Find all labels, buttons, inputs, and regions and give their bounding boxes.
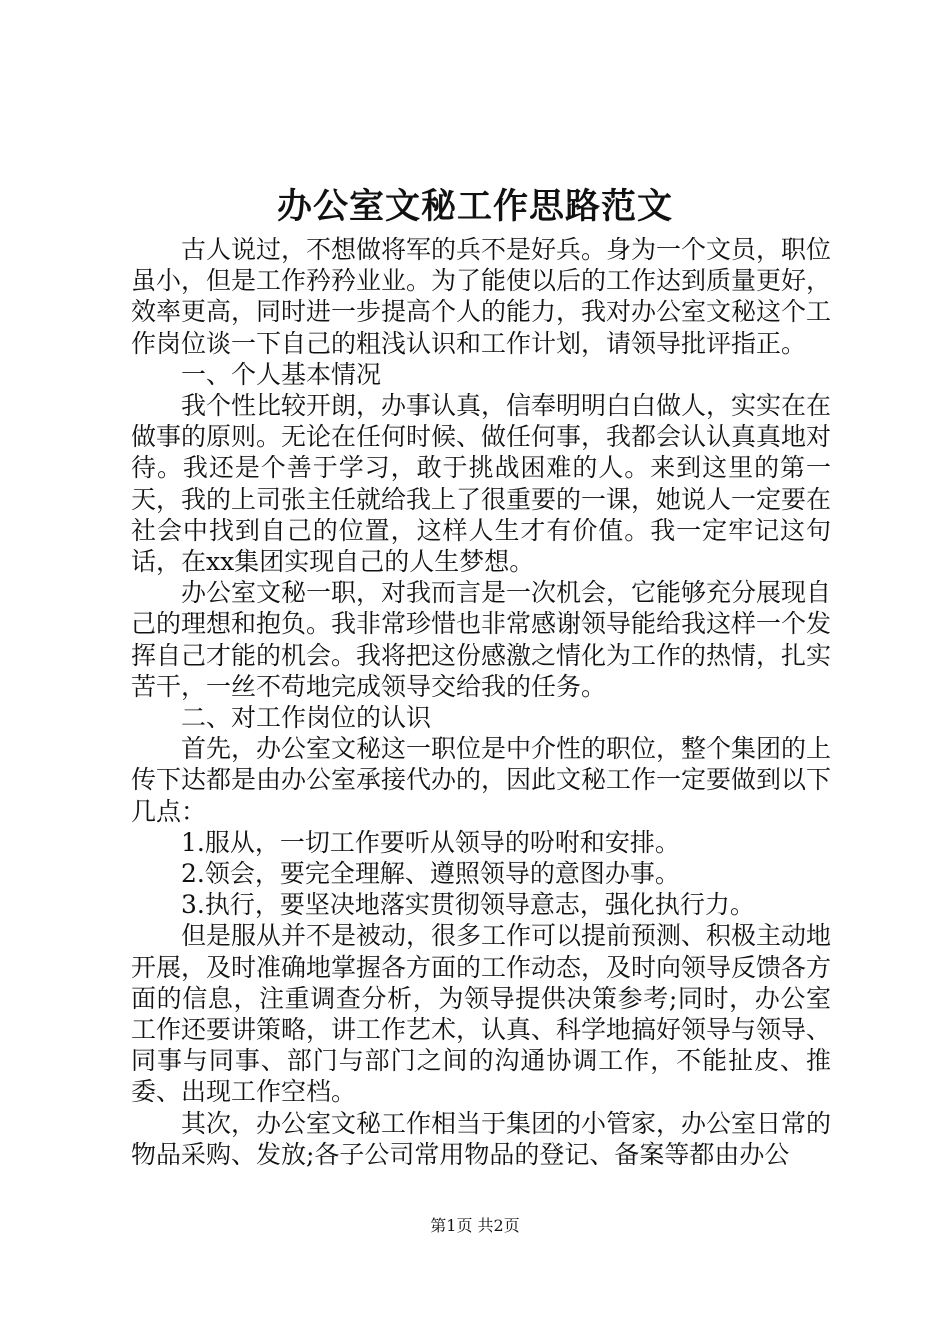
paragraph-opportunity: 办公室文秘一职，对我而言是一次机会，它能够充分展现自己的理想和抱负。我非常珍惜也非常感谢领导能给我这样一个发挥自己才能的机会。我将把这份感激之情化为工作的热情，扎实苦干，一丝不苟地完成领导交给我的任务。 (131, 578, 832, 701)
paragraph-personal: 我个性比较开朗，办事认真，信奉明明白白做人，实实在在做事的原则。无论在任何时候、做任何事，我都会认认真真地对待。我还是个善于学习，敢于挑战困难的人。来到这里的第一天，我的上司张主任就给我上了很重要的一课，她说人一定要在社会中找到自己的位置，这样人生才有价值。我一定牢记这句话，在xx集团实现自己的人生梦想。 (131, 391, 832, 577)
page-number-footer: 第1页 共2页 (430, 1216, 520, 1235)
document-body (131, 234, 831, 1170)
document-title: 办公室文秘工作思路范文 (276, 186, 673, 227)
list-item-obey: 1.服从，一切工作要听从领导的吩咐和安排。 (181, 827, 680, 857)
list-item-understand: 2.领会，要完全理解、遵照领导的意图办事。 (181, 859, 680, 889)
section-heading-role: 二、对工作岗位的认识 (181, 703, 432, 733)
list-item-execute: 3.执行，要坚决地落实贯彻领导意志，强化执行力。 (181, 890, 755, 920)
section-heading-personal: 一、个人基本情况 (181, 359, 382, 389)
paragraph-role-first: 首先，办公室文秘这一职位是中介性的职位，整个集团的上传下达都是由办公室承接代办的，因此文秘工作一定要做到以下几点： (131, 734, 832, 826)
paragraph-second: 其次，办公室文秘工作相当于集团的小管家，办公室日常的物品采购、发放;各子公司常用物品的登记、备案等都由办公 (131, 1108, 832, 1169)
paragraph-proactive: 但是服从并不是被动，很多工作可以提前预测、积极主动地开展，及时准确地掌握各方面的工作动态，及时向领导反馈各方面的信息，注重调查分析，为领导提供决策参考;同时，办公室工作还要讲策略，讲工作艺术，认真、科学地搞好领导与领导、同事与同事、部门与部门之间的沟通协调工作，不能扯皮、推委、出现工作空档。 (131, 921, 832, 1107)
paragraph-intro: 古人说过，不想做将军的兵不是好兵。身为一个文员，职位虽小，但是工作矜矜业业。为了能使以后的工作达到质量更好，效率更高，同时进一步提高个人的能力，我对办公室文秘这个工作岗位谈一下自己的粗浅认识和工作计划，请领导批评指正。 (131, 235, 832, 358)
